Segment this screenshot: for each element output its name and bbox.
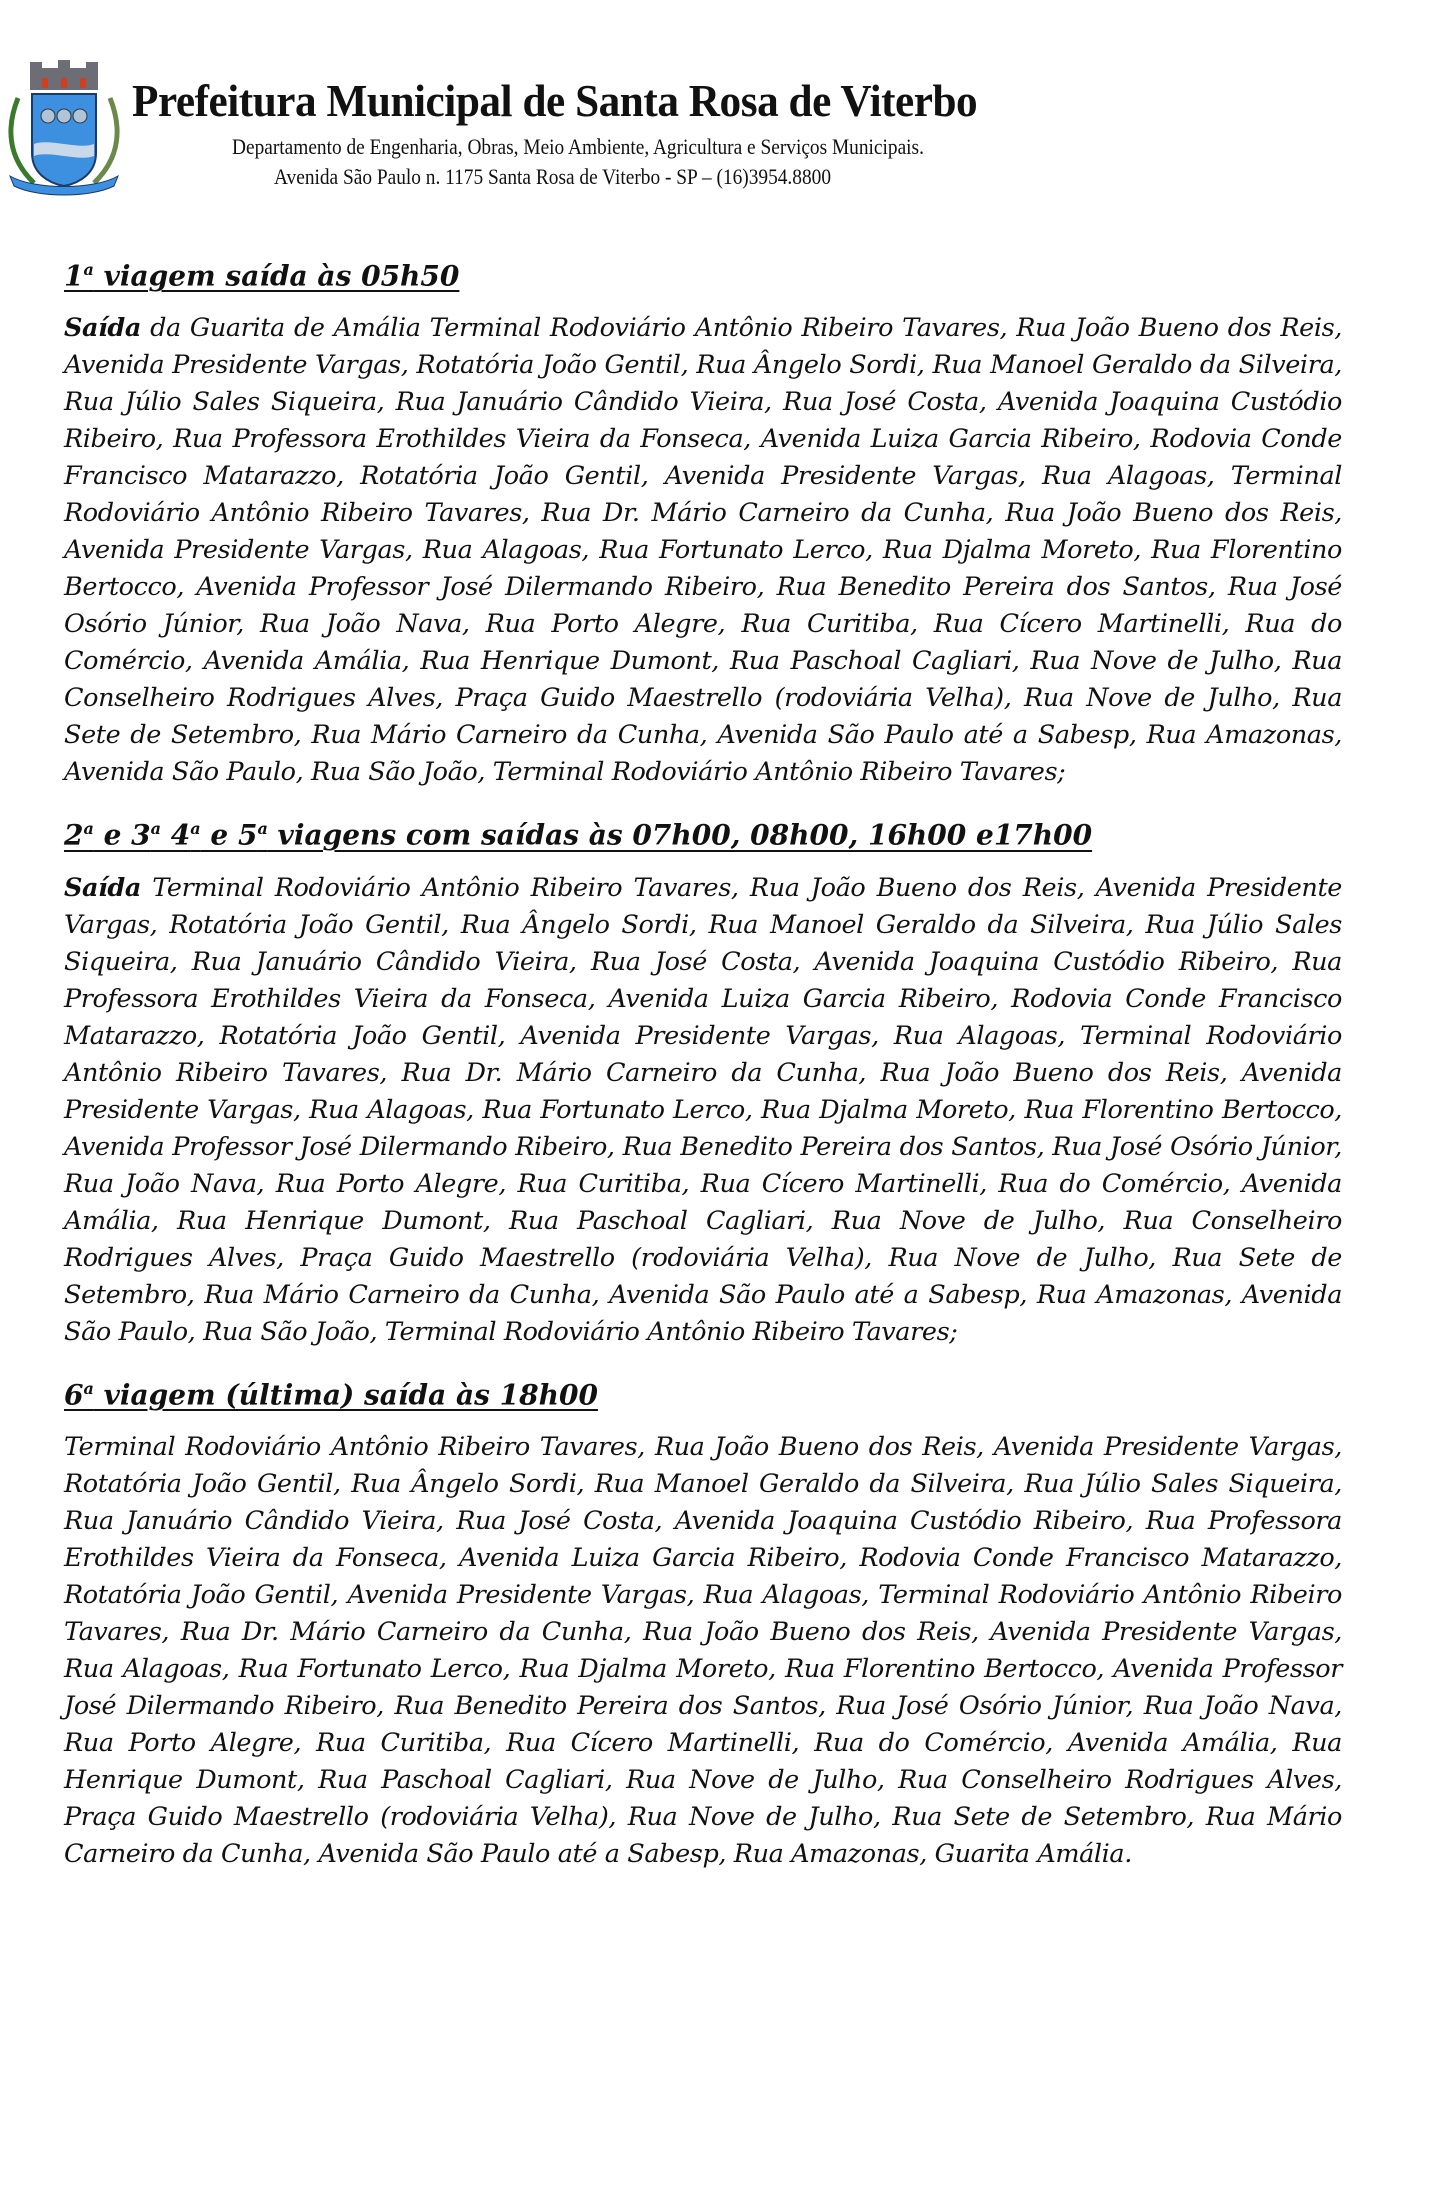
municipal-coat-of-arms-icon	[4, 58, 124, 198]
address-line: Avenida São Paulo n. 1175 Santa Rosa de Viterbo - SP – (16)3954.8800	[274, 164, 831, 189]
heading-ordinal: a	[150, 819, 162, 839]
document-body	[64, 250, 1342, 1891]
heading-number: 2	[64, 818, 84, 852]
route-lead: Saída	[64, 313, 141, 344]
department-subtitle: Departamento de Engenharia, Obras, Meio Ambiente, Agricultura e Serviços Municipais.	[232, 134, 924, 159]
heading-number: e 5	[200, 818, 258, 852]
heading-text: viagem saída às 05h50	[93, 259, 460, 293]
heading-number: 1	[64, 259, 84, 293]
heading-ordinal: a	[83, 260, 94, 279]
section-heading-2nd-5th-trips	[64, 809, 1342, 855]
heading-number: 4	[161, 818, 191, 852]
heading-ordinal: a	[83, 819, 94, 839]
heading-ordinal: a	[257, 819, 268, 839]
route-text: Terminal Rodoviário Antônio Ribeiro Tavares, Rua João Bueno dos Reis, Avenida Presidente Vargas, Rotatória João Gentil, Rua Ângelo Sordi, Rua Manoel Geraldo da Silveira, Rua Júlio Sales Siqueira, Rua Januário Cândido Vieira, Rua José Costa, Avenida Joaquina Custódio Ribeiro, Rua Professora Erothildes Vieira da Fonseca, Avenida Luiza Garcia Ribeiro, Rodovia Conde Francisco Matarazzo, Rotatória João Gentil, Avenida Presidente Vargas, Rua Alagoas, Terminal Rodoviário Antônio Ribeiro Tavares, Rua Dr. Mário Carneiro da Cunha, Rua João Bueno dos Reis, Avenida Presidente Vargas, Rua Alagoas, Rua Fortunato Lerco, Rua Djalma Moreto, Rua Florentino Bertocco, Avenida Professor José Dilermando Ribeiro, Rua Benedito Pereira dos Santos, Rua José Osório Júnior, Rua João Nava, Rua Porto Alegre, Rua Curitiba, Rua Cícero Martinelli, Rua do Comércio, Avenida Amália, Rua Henrique Dumont, Rua Paschoal Cagliari, Rua Nove de Julho, Rua Conselheiro Rodrigues Alves, Praça Guido Maestrello (rodoviária Velha), Rua Nove de Julho, Rua Sete de Setembro, Rua Mário Carneiro da Cunha, Avenida São Paulo até a Sabesp, Rua Amazonas, Avenida São Paulo, Rua São João, Terminal Rodoviário Antônio Ribeiro Tavares;	[64, 872, 1342, 1347]
heading-text: viagens com saídas às 07h00, 08h00, 16h00 e17h00	[267, 818, 1093, 852]
section-heading-6th-trip	[64, 1369, 1342, 1415]
route-paragraph-1st-trip	[64, 310, 1342, 791]
route-paragraph-2nd-5th-trips	[64, 870, 1342, 1351]
heading-ordinal: a	[83, 1378, 94, 1398]
heading-text: viagem (última) saída às 18h00	[93, 1377, 598, 1411]
route-lead: Saída	[64, 872, 141, 903]
route-paragraph-6th-trip	[64, 1429, 1342, 1873]
heading-ordinal: a	[190, 819, 201, 839]
route-text: Terminal Rodoviário Antônio Ribeiro Tavares, Rua João Bueno dos Reis, Avenida Presidente Vargas, Rotatória João Gentil, Rua Ângelo Sordi, Rua Manoel Geraldo da Silveira, Rua Júlio Sales Siqueira, Rua Januário Cândido Vieira, Rua José Costa, Avenida Joaquina Custódio Ribeiro, Rua Professora Erothildes Vieira da Fonseca, Avenida Luiza Garcia Ribeiro, Rodovia Conde Francisco Matarazzo, Rotatória João Gentil, Avenida Presidente Vargas, Rua Alagoas, Terminal Rodoviário Antônio Ribeiro Tavares, Rua Dr. Mário Carneiro da Cunha, Rua João Bueno dos Reis, Avenida Presidente Vargas, Rua Alagoas, Rua Fortunato Lerco, Rua Djalma Moreto, Rua Florentino Bertocco, Avenida Professor José Dilermando Ribeiro, Rua Benedito Pereira dos Santos, Rua José Osório Júnior, Rua João Nava, Rua Porto Alegre, Rua Curitiba, Rua Cícero Martinelli, Rua do Comércio, Avenida Amália, Rua Henrique Dumont, Rua Paschoal Cagliari, Rua Nove de Julho, Rua Conselheiro Rodrigues Alves, Praça Guido Maestrello (rodoviária Velha), Rua Nove de Julho, Rua Sete de Setembro, Rua Mário Carneiro da Cunha, Avenida São Paulo até a Sabesp, Rua Amazonas, Guarita Amália.	[64, 1431, 1342, 1869]
section-heading-1st-trip	[64, 250, 1342, 296]
heading-number: 6	[64, 1377, 84, 1411]
heading-number: e 3	[93, 818, 151, 852]
page-title: Prefeitura Municipal de Santa Rosa de Viterbo	[132, 75, 978, 126]
route-text: da Guarita de Amália Terminal Rodoviário Antônio Ribeiro Tavares, Rua João Bueno dos Reis, Avenida Presidente Vargas, Rotatória João Gentil, Rua Ângelo Sordi, Rua Manoel Geraldo da Silveira, Rua Júlio Sales Siqueira, Rua Januário Cândido Vieira, Rua José Costa, Avenida Joaquina Custódio Ribeiro, Rua Professora Erothildes Vieira da Fonseca, Avenida Luiza Garcia Ribeiro, Rodovia Conde Francisco Matarazzo, Rotatória João Gentil, Avenida Presidente Vargas, Rua Alagoas, Terminal Rodoviário Antônio Ribeiro Tavares, Rua Dr. Mário Carneiro da Cunha, Rua João Bueno dos Reis, Avenida Presidente Vargas, Rua Alagoas, Rua Fortunato Lerco, Rua Djalma Moreto, Rua Florentino Bertocco, Avenida Professor José Dilermando Ribeiro, Rua Benedito Pereira dos Santos, Rua José Osório Júnior, Rua João Nava, Rua Porto Alegre, Rua Curitiba, Rua Cícero Martinelli, Rua do Comércio, Avenida Amália, Rua Henrique Dumont, Rua Paschoal Cagliari, Rua Nove de Julho, Rua Conselheiro Rodrigues Alves, Praça Guido Maestrello (rodoviária Velha), Rua Nove de Julho, Rua Sete de Setembro, Rua Mário Carneiro da Cunha, Avenida São Paulo até a Sabesp, Rua Amazonas, Avenida São Paulo, Rua São João, Terminal Rodoviário Antônio Ribeiro Tavares;	[64, 313, 1342, 788]
